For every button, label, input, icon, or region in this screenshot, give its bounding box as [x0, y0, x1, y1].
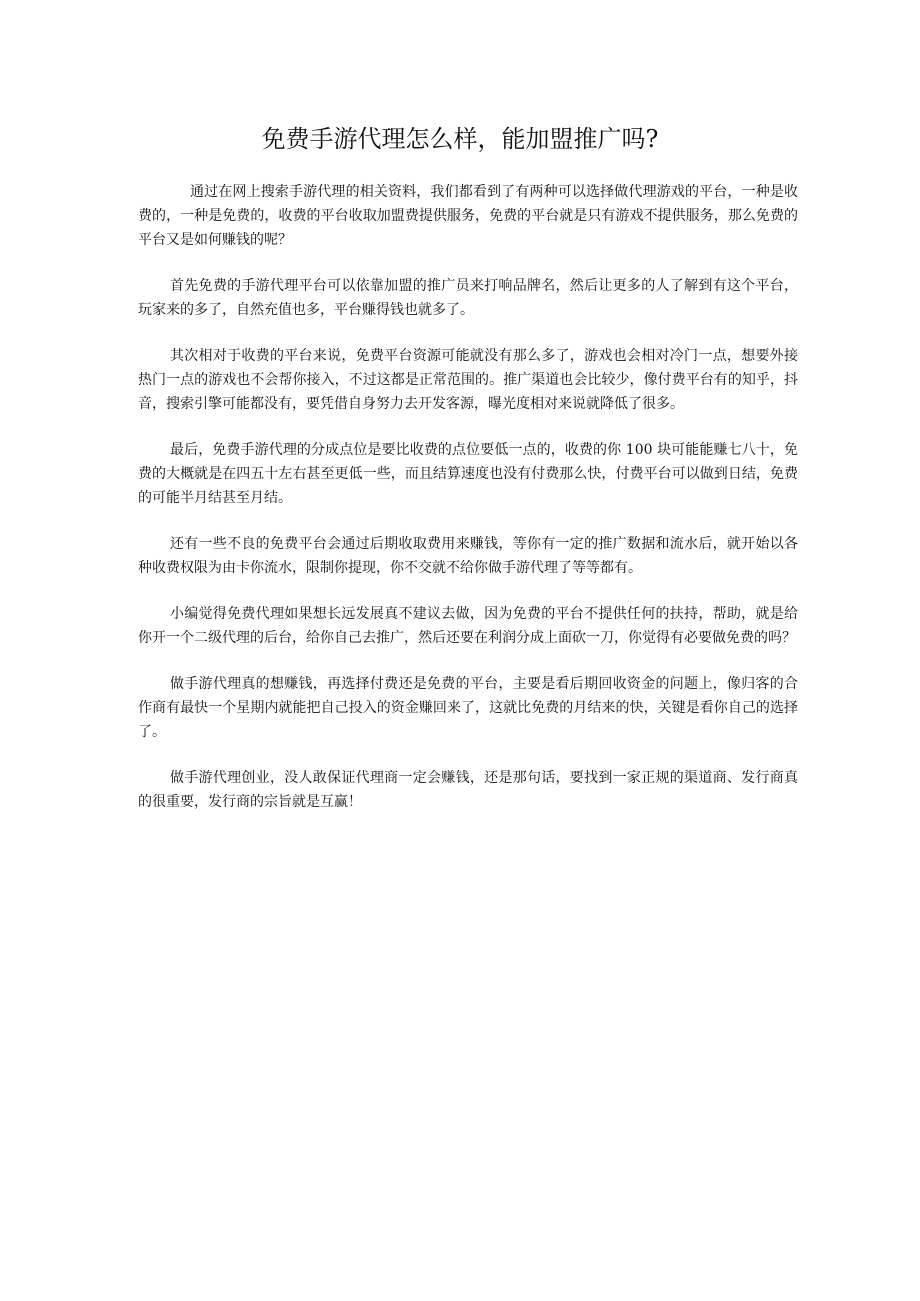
document-body	[138, 180, 798, 836]
paragraph: 首先免费的手游代理平台可以依靠加盟的推广员来打响品牌名，然后让更多的人了解到有这个平台，玩家来的多了，自然充值也多，平台赚得钱也就多了。	[138, 278, 798, 318]
paragraph: 通过在网上搜索手游代理的相关资料，我们都看到了有两种可以选择做代理游戏的平台，一种是收费的，一种是免费的，收费的平台收取加盟费提供服务，免费的平台就是只有游戏不提供服务，那么免费的平台又是如何赚钱的呢？	[138, 184, 798, 248]
paragraph: 做手游代理真的想赚钱，再选择付费还是免费的平台，主要是看后期回收资金的问题上，像归客的合作商有最快一个星期内就能把自己投入的资金赚回来了，这就比免费的月结来的快，关键是看你自己的选择了。	[138, 676, 798, 740]
document-title: 免费手游代理怎么样，能加盟推广吗?	[261, 125, 659, 153]
paragraph: 还有一些不良的免费平台会通过后期收取费用来赚钱，等你有一定的推广数据和流水后，就开始以各种收费权限为由卡你流水，限制你提现，你不交就不给你做手游代理了等等都有。	[138, 536, 798, 576]
paragraph: 最后，免费手游代理的分成点位是要比收费的点位要低一点的，收费的你 100 块可能能赚七八十，免费的大概就是在四五十左右甚至更低一些，而且结算速度也没有付费那么快，付费平台可以做到日结，免费的可能半月结甚至月结。	[138, 442, 798, 506]
paragraph: 做手游代理创业，没人敢保证代理商一定会赚钱，还是那句话，要找到一家正规的渠道商、发行商真的很重要，发行商的宗旨就是互赢！	[138, 770, 798, 810]
paragraph: 其次相对于收费的平台来说，免费平台资源可能就没有那么多了，游戏也会相对冷门一点，想要外接热门一点的游戏也不会帮你接入，不过这都是正常范围的。推广渠道也会比较少，像付费平台有的知乎，抖音，搜索引擎可能都没有，要凭借自身努力去开发客源，曝光度相对来说就降低了很多。	[138, 348, 798, 412]
paragraph: 小编觉得免费代理如果想长远发展真不建议去做，因为免费的平台不提供任何的扶持，帮助，就是给你开一个二级代理的后台，给你自己去推广，然后还要在利润分成上面砍一刀，你觉得有必要做免费的吗？	[138, 606, 798, 646]
